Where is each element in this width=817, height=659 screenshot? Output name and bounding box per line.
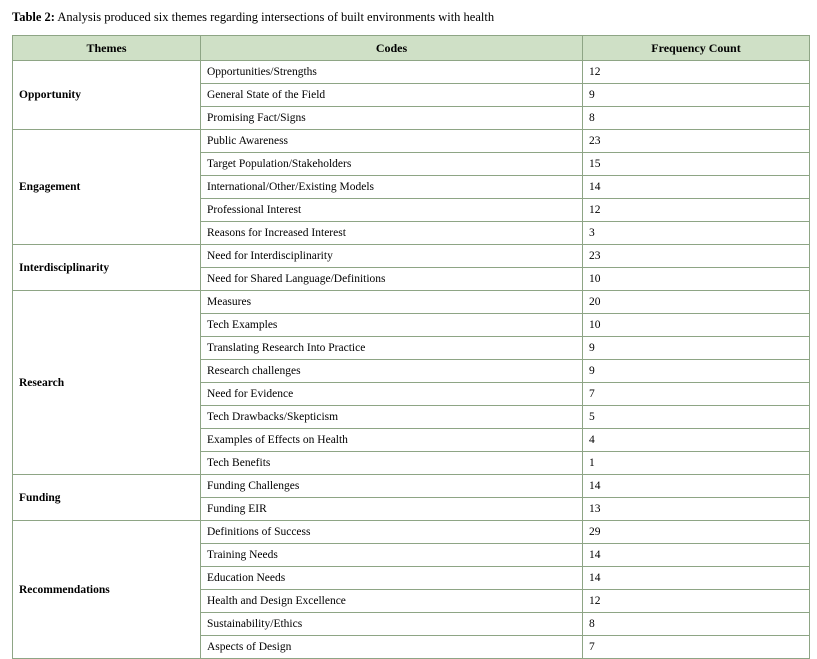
code-cell: Opportunities/Strengths <box>201 61 583 84</box>
code-cell: Tech Benefits <box>201 452 583 475</box>
frequency-cell: 5 <box>583 406 810 429</box>
table-row <box>13 245 810 268</box>
code-cell: Reasons for Increased Interest <box>201 222 583 245</box>
frequency-cell: 12 <box>583 61 810 84</box>
code-cell: International/Other/Existing Models <box>201 176 583 199</box>
table-header-row <box>13 36 810 61</box>
frequency-cell: 9 <box>583 360 810 383</box>
frequency-cell: 10 <box>583 268 810 291</box>
theme-cell: Engagement <box>13 130 201 245</box>
frequency-cell: 13 <box>583 498 810 521</box>
code-cell: Need for Shared Language/Definitions <box>201 268 583 291</box>
code-cell: Promising Fact/Signs <box>201 107 583 130</box>
code-cell: Professional Interest <box>201 199 583 222</box>
column-header-frequency: Frequency Count <box>583 36 810 61</box>
code-cell: Funding EIR <box>201 498 583 521</box>
theme-cell: Opportunity <box>13 61 201 130</box>
code-cell: Sustainability/Ethics <box>201 613 583 636</box>
code-cell: Funding Challenges <box>201 475 583 498</box>
frequency-cell: 29 <box>583 521 810 544</box>
table-caption-text: Analysis produced six themes regarding intersections of built environments with health <box>54 10 495 24</box>
table-row <box>13 521 810 544</box>
table-row <box>13 475 810 498</box>
table-row <box>13 61 810 84</box>
frequency-cell: 14 <box>583 475 810 498</box>
frequency-cell: 7 <box>583 383 810 406</box>
code-cell: Need for Evidence <box>201 383 583 406</box>
frequency-cell: 12 <box>583 199 810 222</box>
frequency-cell: 12 <box>583 590 810 613</box>
frequency-cell: 20 <box>583 291 810 314</box>
frequency-cell: 10 <box>583 314 810 337</box>
frequency-cell: 8 <box>583 107 810 130</box>
frequency-cell: 9 <box>583 337 810 360</box>
code-cell: Research challenges <box>201 360 583 383</box>
table-caption <box>12 10 807 25</box>
column-header-themes: Themes <box>13 36 201 61</box>
code-cell: Tech Drawbacks/Skepticism <box>201 406 583 429</box>
theme-cell: Research <box>13 291 201 475</box>
code-cell: Public Awareness <box>201 130 583 153</box>
frequency-cell: 8 <box>583 613 810 636</box>
code-cell: Health and Design Excellence <box>201 590 583 613</box>
frequency-cell: 7 <box>583 636 810 659</box>
frequency-cell: 14 <box>583 544 810 567</box>
code-cell: Training Needs <box>201 544 583 567</box>
frequency-cell: 23 <box>583 130 810 153</box>
frequency-cell: 14 <box>583 567 810 590</box>
frequency-cell: 15 <box>583 153 810 176</box>
table-body <box>13 61 810 659</box>
table-row <box>13 130 810 153</box>
frequency-cell: 1 <box>583 452 810 475</box>
frequency-cell: 9 <box>583 84 810 107</box>
theme-cell: Interdisciplinarity <box>13 245 201 291</box>
column-header-codes: Codes <box>201 36 583 61</box>
frequency-cell: 23 <box>583 245 810 268</box>
code-cell: General State of the Field <box>201 84 583 107</box>
code-cell: Education Needs <box>201 567 583 590</box>
frequency-cell: 3 <box>583 222 810 245</box>
code-cell: Translating Research Into Practice <box>201 337 583 360</box>
code-cell: Need for Interdisciplinarity <box>201 245 583 268</box>
table-scroll-region <box>10 35 807 653</box>
code-cell: Target Population/Stakeholders <box>201 153 583 176</box>
table-row <box>13 291 810 314</box>
code-cell: Tech Examples <box>201 314 583 337</box>
themes-table <box>12 35 810 659</box>
code-cell: Aspects of Design <box>201 636 583 659</box>
code-cell: Definitions of Success <box>201 521 583 544</box>
frequency-cell: 14 <box>583 176 810 199</box>
code-cell: Measures <box>201 291 583 314</box>
theme-cell: Recommendations <box>13 521 201 659</box>
table-caption-label: Table 2: <box>12 10 55 24</box>
code-cell: Examples of Effects on Health <box>201 429 583 452</box>
theme-cell: Funding <box>13 475 201 521</box>
frequency-cell: 4 <box>583 429 810 452</box>
